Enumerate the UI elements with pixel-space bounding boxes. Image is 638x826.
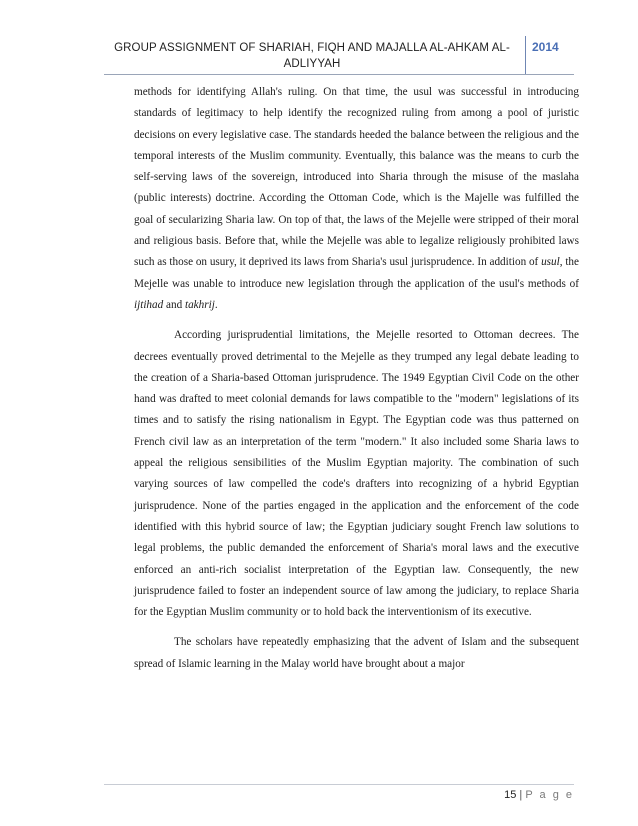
paragraph-1: methods for identifying Allah's ruling. On that time, the usul was successful in introducing standards of legitimacy to help identify the recognized ruling from among a pool of juristic decisions on every legislative case. The standards heeded the balance between the religious and the temporal interests of the Muslim community. Eventually, this balance was the means to curb the self-serving laws of the sovereign, introduced into Sharia through the misuse of the maslaha (public interests) doctrine. According the Ottoman Code, which is the Majelle was fulfilled the goal of secularizing Sharia law. On top of that, the laws of the Mejelle were stripped of their moral and religious basis. Before that, while the Mejelle was able to legalize religiously prohibited laws such as those on usury, it deprived its laws from Sharia's usul jurisprudence. In addition of usul, the Mejelle was unable to introduce new legislation through the application of the usul's methods of ijtihad and takhrij.: [134, 86, 579, 311]
page-footer: [104, 784, 574, 801]
page-number-value: 15: [504, 789, 517, 801]
header-title-line2: ADLIYYAH: [283, 58, 341, 70]
paragraph-2: According jurisprudential limitations, the Mejelle resorted to Ottoman decrees. The decrees eventually proved detrimental to the Mejelle as they trumped any legal debate leading to the creation of a Sharia-based Ottoman jurisprudence. The 1949 Egyptian Civil Code on the other hand was drafted to meet colonial demands for laws compatible to the "modern" legislations of its times and to satisfy the rising nationalism in Egypt. The Egyptian code was thus patterned on French civil law as an interpretation of the term "modern." It also included some Sharia laws to appeal the religious sensibilities of the Muslim Egyptian majority. The combination of such varying sources of law compelled the code's drafters into recognizing of a hybrid Egyptian jurisprudence. None of the parties engaged in the application and the enforcement of the code identified with this hybrid source of law; the Egyptian judiciary sought French law solutions to legal problems, the public demanded the enforcement of Sharia's moral laws and the executive enforced an anti-rich socialist interpretation of the Egyptian law. Consequently, the new jurisprudence failed to foster an independent source of law among the judiciary, to replace Sharia for the Egyptian Muslim community or to hold back the interventionism of its executive.: [134, 329, 579, 619]
page-separator: |: [519, 789, 523, 801]
document-body: [134, 82, 579, 684]
term-ijtihad: ijtihad: [134, 298, 164, 311]
header-title-line1: GROUP ASSIGNMENT OF SHARIAH, FIQH AND MAJALLA AL-AHKAM AL-: [114, 42, 510, 54]
header-year: 2014: [532, 40, 559, 54]
header-title: [104, 40, 520, 72]
header-divider: [525, 36, 526, 74]
page-header: [104, 34, 574, 75]
page-number: [504, 789, 574, 801]
term-usul: usul: [541, 256, 560, 269]
paragraph-3: The scholars have repeatedly emphasizing that the advent of Islam and the subsequent spread of Islamic learning in the Malay world have brought about a major: [134, 636, 579, 670]
term-takhrij: takhrij: [184, 298, 215, 311]
page-word: P a g e: [525, 789, 574, 801]
